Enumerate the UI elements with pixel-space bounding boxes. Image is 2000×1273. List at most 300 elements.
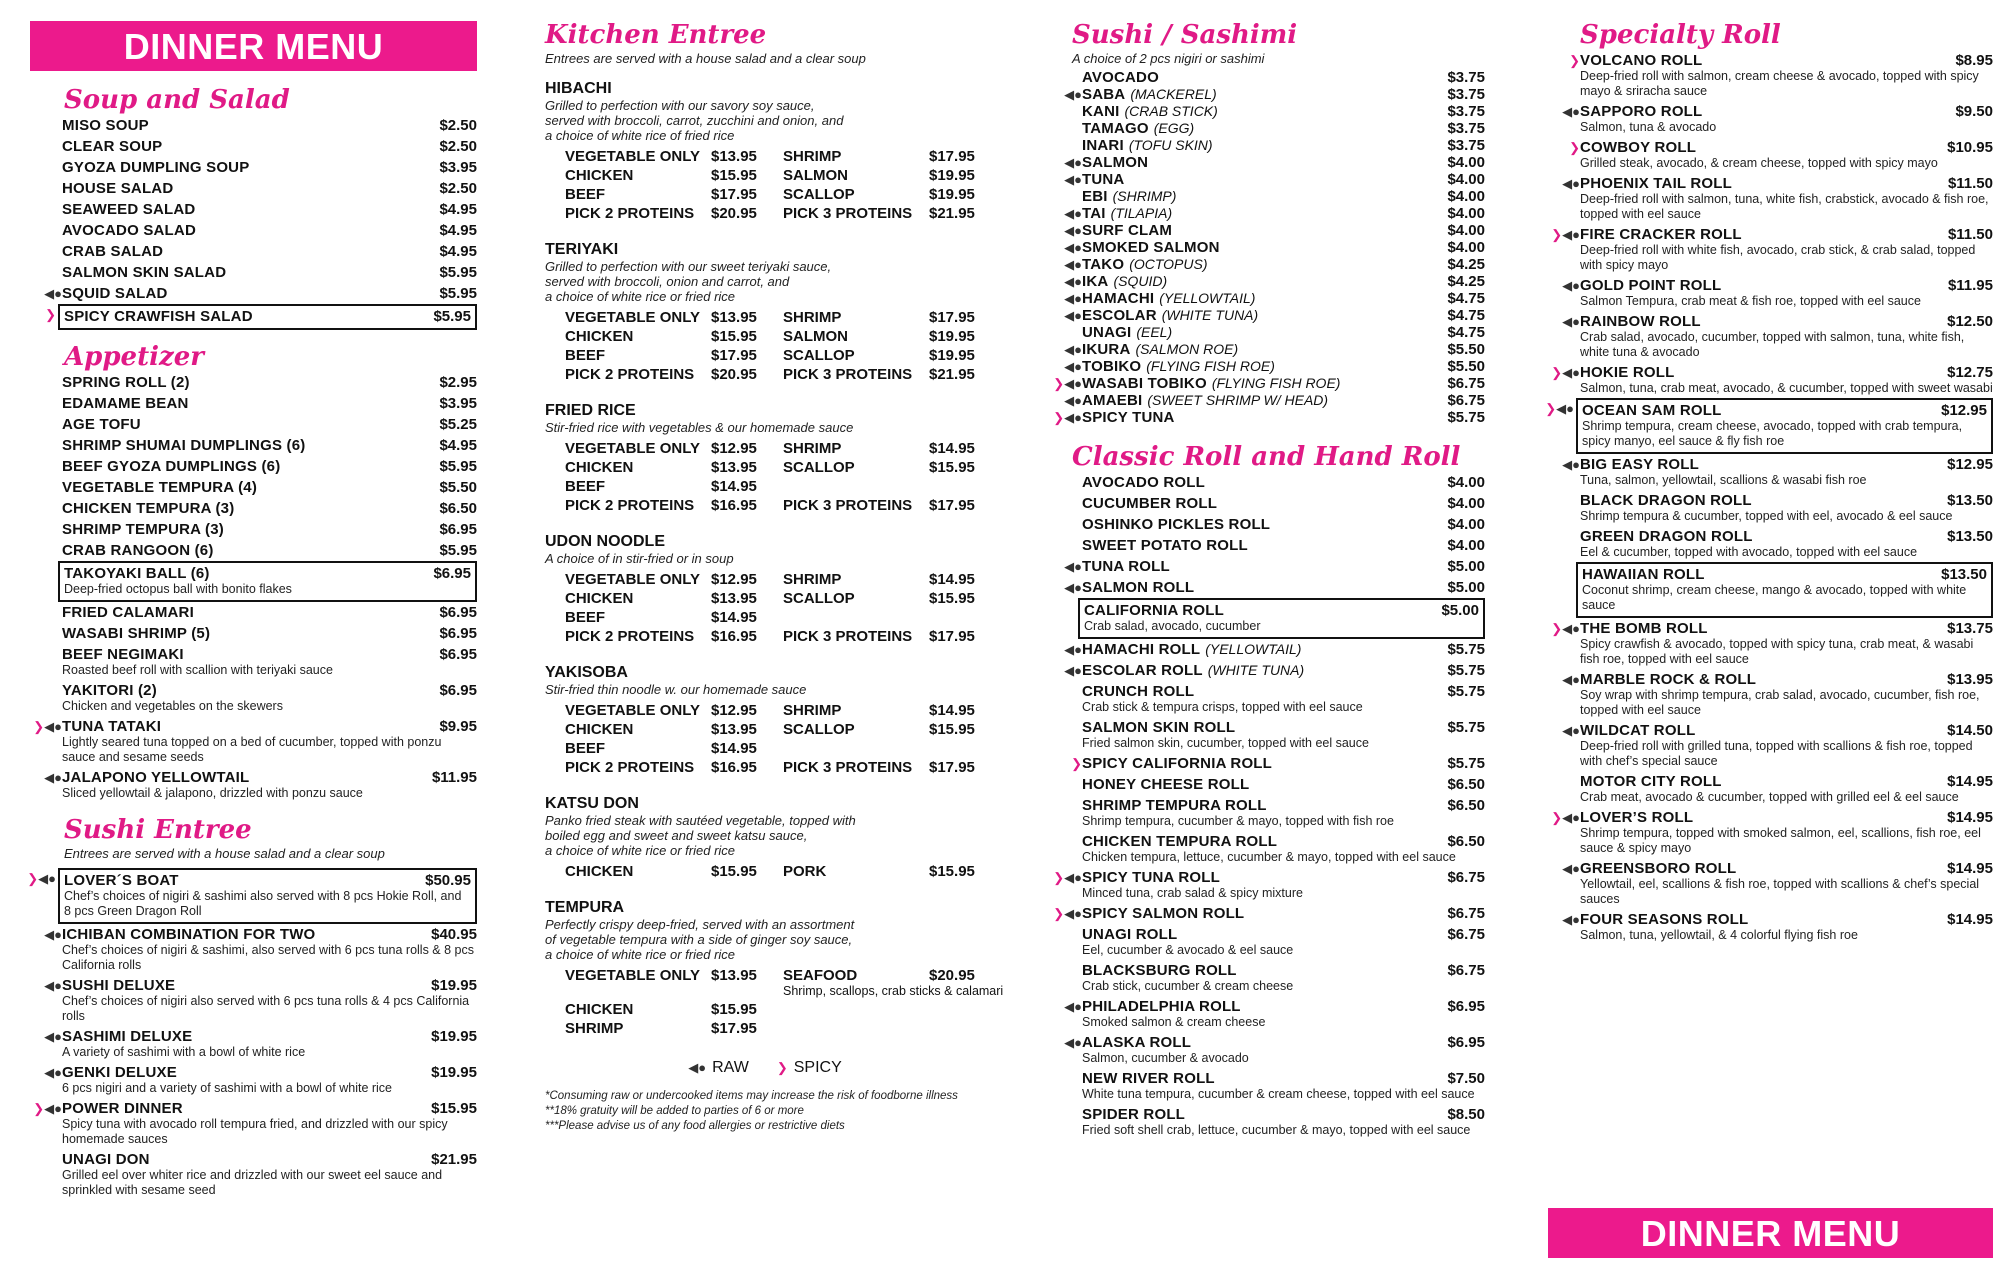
menu-item-row [30,1100,477,1117]
raw-fish-icon: ◀● [1562,227,1580,242]
menu-item-left [1050,869,1220,886]
menu-item-price: $5.75 [1447,641,1485,658]
menu-item-row [1548,175,1993,192]
menu-item-description: Yellowtail, eel, scallions & fish roe, topped with scallions & chef’s special sauces [1580,877,1980,906]
menu-item-description: Shrimp tempura & cucumber, topped with eel, avocado & eel sauce [1580,509,1953,523]
item-markers [1548,366,1580,379]
menu-item-name: OSHINKO PICKLES ROLL [1082,516,1271,533]
menu-item-left [30,718,161,735]
menu-item-row [30,1064,477,1081]
menu-item-left [30,243,163,260]
menu-item-row [1050,755,1485,772]
specialty-roll-list [1545,50,1993,945]
kitchen-section [545,240,985,383]
menu-item [30,414,477,435]
menu-item-row [1050,641,1485,658]
menu-item [30,477,477,498]
menu-item [1050,1104,1485,1140]
menu-item [30,283,477,304]
menu-item-price: $6.75 [1447,392,1485,409]
kitchen-section-title: YAKISOBA [545,664,628,681]
menu-item [1576,562,1993,618]
raw-fish-icon: ◀● [1562,912,1580,927]
menu-item-row [1050,392,1485,409]
menu-item-name: GREENSBORO ROLL [1580,860,1737,877]
menu-item-row [30,542,477,559]
section-title: Specialty Roll [1580,20,1781,50]
option-name: PICK 3 PROTEINS [783,759,913,776]
section-subtitle: Entrees are served with a house salad and a clear soup [64,846,385,861]
menu-item-description: Fried salmon skin, cucumber, topped with eel sauce [1082,736,1369,750]
menu-item [1050,867,1485,903]
menu-item-price: $4.00 [1447,516,1485,533]
item-markers [1050,207,1082,220]
menu-item-description: 6 pcs nigiri and a variety of sashimi with a bowl of white rice [62,1081,393,1095]
menu-item-subname: (FLYING FISH ROE) [1211,375,1341,391]
item-markers [1548,279,1580,292]
menu-item-price: $5.95 [439,264,477,281]
column-1 [27,0,477,1200]
menu-item-row [1050,205,1485,222]
menu-item-left [1050,324,1172,341]
raw-fish-icon: ◀● [1064,291,1082,306]
option-price: $21.95 [929,205,975,222]
raw-fish-icon: ◀● [1064,342,1082,357]
raw-fish-icon: ◀● [1562,723,1580,738]
item-markers [1548,141,1580,154]
menu-item-left [1050,137,1213,154]
kitchen-section-title: TEMPURA [545,899,625,916]
item-markers [1548,177,1580,190]
menu-item [1548,101,1993,137]
raw-fish-icon: ◀● [44,719,62,734]
menu-item-left [64,308,253,325]
menu-item [30,1026,477,1062]
menu-item-left [1582,402,1721,419]
menu-item-left [1548,52,1702,69]
menu-item [1548,50,1993,101]
menu-item-left [30,604,194,621]
menu-item [1050,341,1485,358]
menu-item-name: EBI [1082,188,1108,205]
menu-item-name: AGE TOFU [62,416,141,433]
option-name [783,740,929,757]
option-price: $19.95 [929,328,975,345]
menu-item-row [30,646,477,663]
kitchen-section-title: UDON NOODLE [545,533,665,550]
menu-item [1050,324,1485,341]
menu-item [1548,669,1993,720]
menu-item-left [30,395,189,412]
menu-item-name: HOUSE SALAD [62,180,174,197]
option-price: $14.95 [929,702,975,719]
menu-item-name: COWBOY ROLL [1580,139,1697,156]
soup-salad-section [30,85,477,330]
menu-item-name: AVOCADO ROLL [1082,474,1205,491]
menu-item-name: POWER DINNER [62,1100,183,1117]
menu-item [30,716,477,767]
menu-item-price: $2.95 [439,374,477,391]
option-price: $17.95 [711,186,757,203]
menu-item [30,519,477,540]
option-price: $19.95 [929,347,975,364]
menu-item-description: Crab salad, avocado, cucumber [1084,619,1261,633]
raw-fish-icon: ◀● [1064,642,1082,657]
legend [545,1059,985,1077]
chili-pepper-icon: ❯ [776,1060,788,1075]
menu-item-name: RAINBOW ROLL [1580,313,1701,330]
raw-fish-icon: ◀● [44,1065,62,1080]
menu-item-row [1050,256,1485,273]
menu-item-left [1050,558,1170,575]
menu-item-subname: (YELLOWTAIL) [1159,290,1256,306]
item-markers [1050,241,1082,254]
menu-item-name: HAWAIIAN ROLL [1582,566,1705,583]
menu-item-left [1548,175,1732,192]
menu-item [45,304,477,330]
option-name: PICK 2 PROTEINS [565,366,695,383]
menu-item [1050,137,1485,154]
menu-item-price: $5.50 [439,479,477,496]
menu-item-name: CALIFORNIA ROLL [1084,602,1224,619]
menu-item-price: $4.25 [1447,273,1485,290]
menu-item-price: $13.95 [1947,671,1993,688]
menu-item-row [30,264,477,281]
menu-item [1050,205,1485,222]
item-markers [1050,309,1082,322]
kitchen-section-description: A choice of in stir-fried or in soup [545,551,734,566]
chili-pepper-icon: ❯ [33,719,45,734]
menu-item-left [1050,641,1301,658]
menu-item-price: $4.00 [1447,495,1485,512]
item-markers [30,287,62,300]
kitchen-section-description: boiled egg and sweet and sweet katsu sauce, [545,828,808,843]
kitchen-section-description: served with broccoli, carrot, zucchini and onion, and [545,113,844,128]
menu-item-row [1548,860,1993,877]
menu-item-price: $4.00 [1447,154,1485,171]
item-markers [1050,907,1082,920]
menu-item [1050,556,1485,577]
item-markers [1050,258,1082,271]
menu-item-name: MISO SOUP [62,117,149,134]
menu-item [30,241,477,262]
dinner-menu-banner-top: DINNER MENU [30,21,477,71]
menu-item-row [1050,375,1485,392]
item-markers [1050,224,1082,237]
item-markers [1050,581,1082,594]
menu-item-price: $3.75 [1447,86,1485,103]
menu-item-row [1050,171,1485,188]
menu-item-left [1548,226,1742,243]
menu-item [1548,720,1993,771]
menu-item [1548,275,1993,311]
menu-item-description: Grilled eel over whiter rice and drizzled with our sweet eel sauce and sprinkled with sesame seed [62,1168,443,1197]
menu-item-row [1548,809,1993,826]
menu-item [30,540,477,561]
menu-item-row [30,625,477,642]
menu-item [1050,472,1485,493]
menu-item-row [30,437,477,454]
legend-raw [688,1059,749,1077]
kitchen-section-title: TERIYAKI [545,241,619,258]
menu-item-row [1050,558,1485,575]
menu-item-row [1548,52,1993,69]
option-name: CHICKEN [565,721,634,738]
option-description: Shrimp, scallops, crab sticks & calamari [783,984,1004,998]
menu-item [1548,224,1993,275]
menu-item [30,767,477,803]
menu-item [1548,771,1993,807]
menu-item [1050,188,1485,205]
item-markers [1548,811,1580,824]
sushi-entree-list [27,868,477,1200]
menu-item-row [1050,495,1485,512]
menu-item-price: $4.95 [439,201,477,218]
menu-item-price: $6.95 [439,682,477,699]
menu-item-left [64,872,179,889]
menu-item [1050,753,1485,774]
menu-item [1050,903,1485,924]
menu-item [1548,173,1993,224]
option-name: SCALLOP [783,459,855,476]
column-3 [1050,0,1485,1140]
menu-item [1050,222,1485,239]
menu-item-price: $8.95 [1955,52,1993,69]
menu-item-left [1050,755,1272,772]
menu-item-row [30,222,477,239]
menu-item-name: SALMON [1082,154,1149,171]
menu-item-name: MOTOR CITY ROLL [1580,773,1722,790]
menu-item-description: Deep-fried roll with grilled tuna, topped with scallions & fish roe, topped with chef’s special sauce [1580,739,1973,768]
menu-item [1548,807,1993,858]
raw-fish-icon: ◀● [1064,223,1082,238]
menu-item-price: $12.50 [1947,313,1993,330]
menu-item-name: SPIDER ROLL [1082,1106,1186,1123]
menu-item-row [30,117,477,134]
menu-item-description: Coconut shrimp, cream cheese, mango & avocado, topped with white sauce [1582,583,1967,612]
menu-item-name: FOUR SEASONS ROLL [1580,911,1749,928]
option-price: $20.95 [711,205,757,222]
item-markers [30,1066,62,1079]
menu-item-left [30,374,190,391]
menu-item-name: WASABI TOBIKO [1082,375,1207,392]
option-name: BEEF [565,740,606,757]
menu-item-name: SQUID SALAD [62,285,168,302]
menu-item-name: HAMACHI [1082,290,1155,307]
item-markers [1050,1000,1082,1013]
menu-item-name: AVOCADO SALAD [62,222,196,239]
raw-fish-icon: ◀● [688,1060,707,1075]
menu-item-description: Eel & cucumber, topped with avocado, topped with eel sauce [1580,545,1918,559]
menu-item-name: SPICY SALMON ROLL [1082,905,1245,922]
item-markers [1548,315,1580,328]
menu-item-row [30,521,477,538]
kitchen-options [565,148,985,222]
menu-item-price: $12.75 [1947,364,1993,381]
menu-item-price: $6.95 [1447,998,1485,1015]
menu-item-left [30,416,141,433]
menu-item-name: PHILADELPHIA ROLL [1082,998,1241,1015]
menu-item-price: $4.95 [439,437,477,454]
menu-item [1050,409,1485,426]
menu-item-price: $3.95 [439,395,477,412]
menu-item-name: TAI [1082,205,1106,222]
raw-fish-icon: ◀● [1064,87,1082,102]
menu-item-name: SMOKED SALMON [1082,239,1220,256]
item-markers [1548,724,1580,737]
menu-item-left [30,1100,183,1117]
option-price: $13.95 [711,309,757,326]
menu-item-left [1050,495,1217,512]
menu-item-name: EDAMAME BEAN [62,395,189,412]
menu-item [1050,86,1485,103]
menu-item-price: $5.75 [1447,409,1485,426]
menu-item-price: $6.95 [439,604,477,621]
raw-fish-icon: ◀● [1556,401,1574,416]
option-price: $14.95 [929,440,975,457]
menu-item-left [30,1064,177,1081]
menu-item-left [1548,860,1736,877]
menu-item-row [1050,154,1485,171]
option-name: BEEF [565,478,606,495]
menu-item-name: MARBLE ROCK & ROLL [1580,671,1757,688]
menu-item-row [1050,222,1485,239]
menu-item-left [1050,290,1255,307]
menu-item [1050,960,1485,996]
item-markers [1050,411,1082,424]
option-price: $14.95 [711,609,757,626]
raw-fish-icon: ◀● [1562,104,1580,119]
menu-item-row [1582,402,1987,419]
menu-item-price: $11.95 [431,769,477,786]
chili-pepper-icon: ❯ [1053,376,1065,391]
menu-item-name: WASABI SHRIMP (5) [62,625,211,642]
kitchen-entree-list [545,79,1004,1037]
menu-item-description: Grilled steak, avocado, & cream cheese, topped with spicy mayo [1580,156,1938,170]
menu-item [1548,858,1993,909]
menu-item-name: OCEAN SAM ROLL [1582,402,1722,419]
menu-item-subname: (TILAPIA) [1110,205,1173,221]
menu-item-price: $6.50 [1447,776,1485,793]
kitchen-options [565,967,1004,1037]
menu-item-price: $14.95 [1947,911,1993,928]
menu-item [1548,618,1993,669]
menu-item-name: ESCOLAR ROLL [1082,662,1203,679]
menu-item-price: $5.95 [439,542,477,559]
menu-item-left [1050,103,1218,120]
kitchen-section [545,79,985,222]
option-name: SHRIMP [565,1020,624,1037]
chili-pepper-icon: ❯ [1053,410,1065,425]
menu-item-left [30,1151,150,1168]
menu-item-name: TUNA [1082,171,1125,188]
menu-item-price: $2.50 [439,138,477,155]
menu-item-name: ESCOLAR [1082,307,1157,324]
menu-item-description: Salmon, tuna, crab meat, avocado, & cucumber, topped with sweet wasabi [1580,381,1993,395]
menu-item-left [1548,620,1708,637]
menu-item-description: Crab stick & tempura crisps, topped with eel sauce [1082,700,1363,714]
menu-item-name: SABA [1082,86,1126,103]
menu-item-name: VOLCANO ROLL [1580,52,1703,69]
menu-item-row [30,416,477,433]
menu-item [1050,392,1485,409]
menu-item-left [30,500,234,517]
menu-item-row [30,479,477,496]
section-title: Sushi Entree [64,815,252,845]
menu-item-row [30,718,477,735]
option-name [783,1020,929,1037]
menu-item-price: $6.75 [1447,962,1485,979]
menu-item-row [1084,602,1479,619]
menu-item-name: TAKOYAKI BALL (6) [64,565,210,582]
menu-item-name: UNAGI [1082,324,1132,341]
menu-item [1050,924,1485,960]
menu-item-description: Spicy crawfish & avocado, topped with spicy tuna, crab meat, & wasabi fish roe, topped with eel sauce [1580,637,1974,666]
menu-item-price: $50.95 [425,872,471,889]
menu-item [30,1149,477,1200]
menu-item-name: BIG EASY ROLL [1580,456,1700,473]
sushi-entree-section [27,815,477,1200]
legend-spicy-label: SPICY [793,1059,842,1076]
chili-pepper-icon: ❯ [1071,756,1082,771]
raw-fish-icon: ◀● [1064,308,1082,323]
menu-item-price: $13.75 [1947,620,1993,637]
menu-item-name: TUNA TATAKI [62,718,162,735]
menu-item-price: $19.95 [431,977,477,994]
menu-item-name: HOKIE ROLL [1580,364,1675,381]
menu-item-subname: (SWEET SHRIMP W/ HEAD) [1147,392,1329,408]
option-name: CHICKEN [565,863,634,880]
item-markers [30,771,62,784]
menu-item-left [30,926,315,943]
menu-item-left [1548,911,1748,928]
option-price: $15.95 [711,328,757,345]
option-name: VEGETABLE ONLY [565,967,701,984]
menu-item-left [1548,492,1752,509]
menu-item-description: Tuna, salmon, yellowtail, scallions & wasabi fish roe [1580,473,1867,487]
option-name [783,1001,929,1018]
option-name: SCALLOP [783,590,855,607]
menu-item-row [30,243,477,260]
menu-item-description: Chef’s choices of nigiri also served with 6 pcs tuna rolls & 4 pcs California rolls [62,994,470,1023]
item-markers [1050,1036,1082,1049]
raw-fish-icon: ◀● [1562,861,1580,876]
menu-item-price: $4.75 [1447,307,1485,324]
menu-item-subname: (SQUID) [1113,273,1168,289]
menu-item-row [1050,1034,1485,1051]
footnote: ***Please advise us of any food allergies or restrictive diets [545,1120,845,1132]
column-2 [545,0,1004,1134]
raw-fish-icon: ◀● [44,1101,62,1116]
kitchen-section-description: Grilled to perfection with our sweet teriyaki sauce, [545,259,832,274]
menu-item-row [1050,998,1485,1015]
kitchen-options [565,440,985,514]
menu-item-price: $6.95 [433,565,471,582]
menu-item-name: CRAB RANGOON (6) [62,542,214,559]
raw-fish-icon: ◀● [1064,257,1082,272]
item-markers [30,928,62,941]
option-price: $16.95 [711,628,757,645]
menu-item-price: $13.50 [1947,492,1993,509]
menu-item-left [30,201,195,218]
option-name: PICK 2 PROTEINS [565,205,695,222]
menu-item-row [30,285,477,302]
menu-item-subname: (WHITE TUNA) [1207,662,1305,678]
menu-item-left [1050,719,1235,736]
menu-item-row [64,565,471,582]
menu-item-price: $3.75 [1447,120,1485,137]
menu-item-left [30,521,224,538]
